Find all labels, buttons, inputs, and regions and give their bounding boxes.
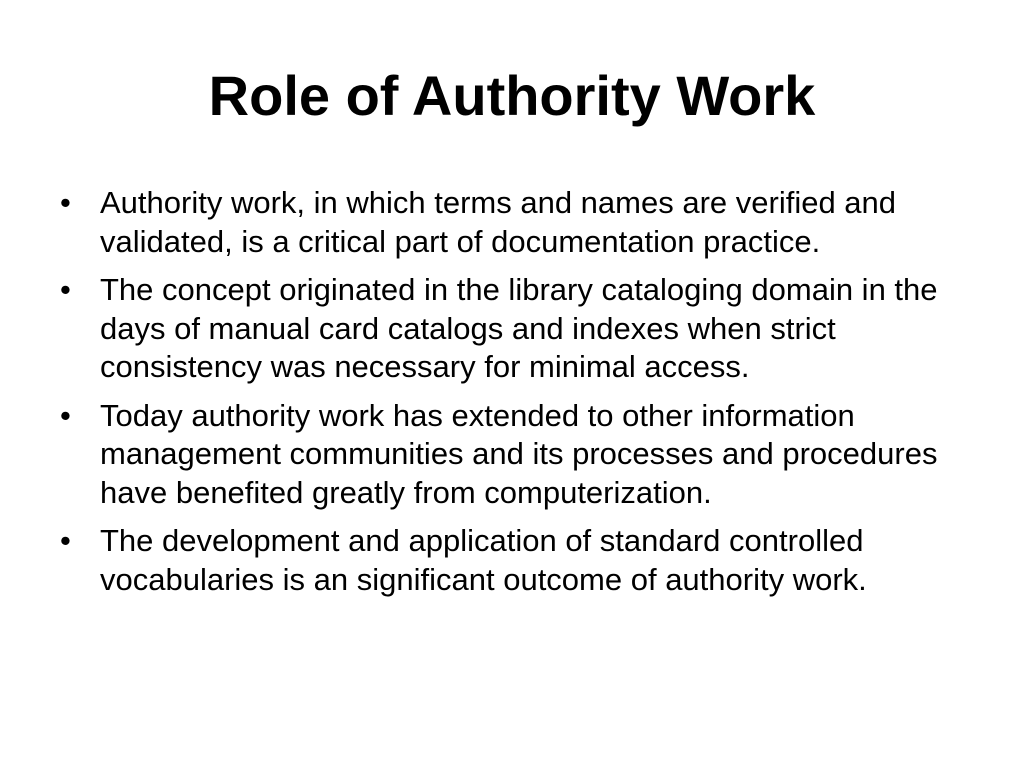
bullet-item [60,184,980,261]
bullet-text: The concept originated in the library cataloging domain in the days of manual card catalogs and indexes when strict consistency was necessary for minimal access. [100,272,938,384]
bullet-item [60,397,980,513]
bullet-list [60,184,980,609]
bullet-icon: • [60,185,71,220]
bullet-text: Authority work, in which terms and names are verified and validated, is a critical part of documentation practice. [100,185,897,259]
bullet-icon: • [60,272,71,307]
bullet-item [60,271,980,387]
bullet-text: The development and application of standard controlled vocabularies is an significant outcome of authority work. [100,523,867,597]
bullet-item [60,522,980,599]
slide-title: Role of Authority Work [208,64,816,127]
bullet-icon: • [60,523,71,558]
bullet-icon: • [60,397,71,433]
bullet-text: Today authority work has extended to other information management communities and its processes and procedures have benefited greatly from computerization. [100,397,938,510]
